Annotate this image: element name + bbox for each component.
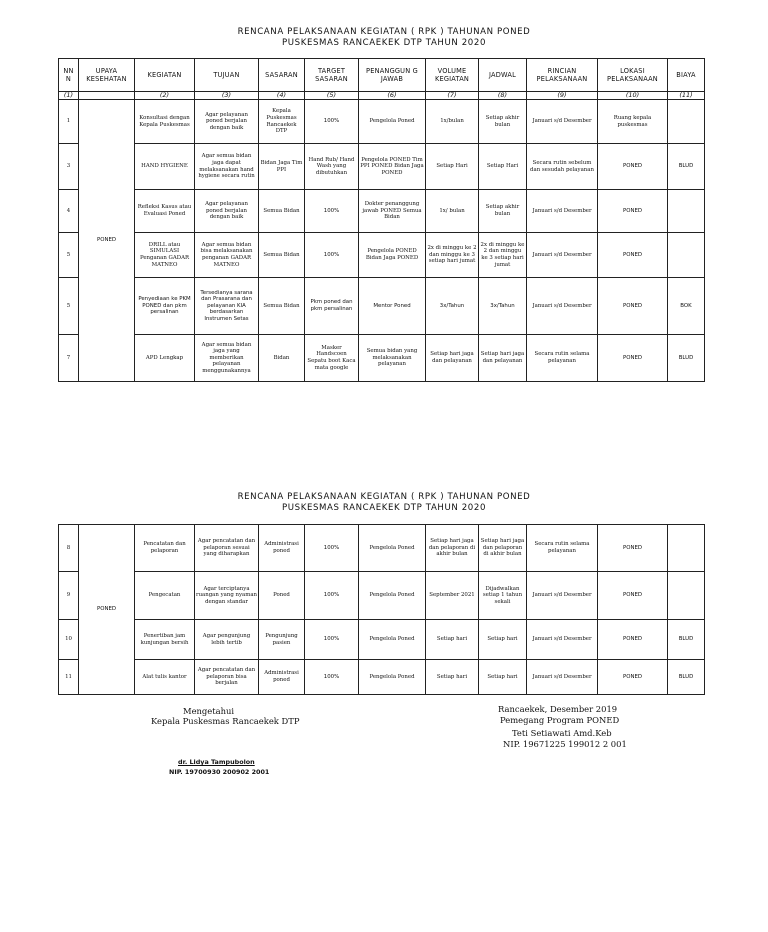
row-volume: Setiap hari [426, 660, 479, 695]
row-jadwal: Setiap hari [479, 660, 527, 695]
row-kegiatan: Penyediaan ke PKM PONED dan pkm persalinan [135, 278, 195, 335]
row-lokasi: PONED [598, 660, 668, 695]
row-biaya: BLUD [668, 660, 705, 695]
header-volume: VOLUME KEGIATAN [426, 59, 479, 92]
row-no: 5 [59, 278, 79, 335]
row-no: 5 [59, 233, 79, 278]
col-num: (1) [59, 92, 79, 100]
row-jadwal: Setiap akhir bulan [479, 100, 527, 144]
row-lokasi: PONED [598, 335, 668, 382]
row-rincian: Secara rutin selama pelayanan [527, 335, 598, 382]
row-target: 100% [305, 620, 359, 660]
row-sasaran: Semua Bidan [259, 190, 305, 233]
row-pj: Pengelola PONED Tim PPI PONED Bidan Jaga PONED [359, 144, 426, 190]
col-num: (3) [195, 92, 259, 100]
signature-right-nip: NIP. 19671225 199012 2 001 [503, 739, 627, 749]
row-tujuan: Agar semua bidan jaga yang memberikan pelayanan menggunakannya [195, 335, 259, 382]
row-biaya: BOK [668, 278, 705, 335]
header-row [59, 59, 705, 92]
row-pj: Pengelola Poned [359, 572, 426, 620]
row-jadwal: Setiap Hari [479, 144, 527, 190]
row-kegiatan: Konsultasi dengan Kepala Puskesmas [135, 100, 195, 144]
header-biaya: BIAYA [668, 59, 705, 92]
row-target: Pkm poned dan pkm persalinan [305, 278, 359, 335]
header-no: NN N [59, 59, 79, 92]
row-tujuan: Tersedianya sarana dan Prasarana dan pelayanan KIA berdasarkan Instrumen Setas [195, 278, 259, 335]
row-pj: Mentor Poned [359, 278, 426, 335]
row-target: 100% [305, 660, 359, 695]
doc-title-line1-page2: RENCANA PELAKSANAAN KEGIATAN ( RPK ) TAHUNAN PONED [237, 492, 531, 502]
row-no: 3 [59, 144, 79, 190]
row-rincian: Januari s/d Desember [527, 620, 598, 660]
row-lokasi: PONED [598, 525, 668, 572]
row-rincian: Januari s/d Desember [527, 233, 598, 278]
row-pj: Pengelola Poned [359, 620, 426, 660]
upaya-cell: PONED [79, 525, 135, 695]
row-tujuan: Agar terciptanya ruangan yang nyaman dengan standar [195, 572, 259, 620]
row-tujuan: Agar pencatatan dan pelaporan sesuai yang diharapkan [195, 525, 259, 572]
col-num: (7) [426, 92, 479, 100]
rpk-table-page1 [58, 58, 705, 382]
row-tujuan: Agar pelayanan poned berjalan dengan baik [195, 100, 259, 144]
row-sasaran: Administrasi poned [259, 660, 305, 695]
table-row [59, 233, 705, 278]
row-sasaran: Semua Bidan [259, 278, 305, 335]
row-kegiatan: Penertiban jam kunjungan bersih [135, 620, 195, 660]
row-tujuan: Agar semua bidan jaga dapat melaksanakan hand hygiene secara rutin [195, 144, 259, 190]
col-num: (2) [135, 92, 195, 100]
row-no: 10 [59, 620, 79, 660]
row-biaya [668, 100, 705, 144]
row-no: 1 [59, 100, 79, 144]
header-jadwal: JADWAL [479, 59, 527, 92]
row-target: 100% [305, 190, 359, 233]
row-biaya: BLUD [668, 620, 705, 660]
row-pj: Pengelola Poned [359, 660, 426, 695]
row-rincian: Januari s/d Desember [527, 278, 598, 335]
header-sasaran: SASARAN [259, 59, 305, 92]
table-row [59, 660, 705, 695]
row-jadwal: 3x/Tahun [479, 278, 527, 335]
row-kegiatan: Alat tulis kantor [135, 660, 195, 695]
col-num: (8) [479, 92, 527, 100]
row-biaya [668, 572, 705, 620]
table-row [59, 620, 705, 660]
row-volume: Setiap Hari [426, 144, 479, 190]
table-row [59, 335, 705, 382]
signature-right-title: Pemegang Program PONED [500, 715, 620, 725]
row-kegiatan: Refleksi Kasus atau Evaluasi Poned [135, 190, 195, 233]
row-pj: Dokter penanggung jawab PONED Semua Bidan [359, 190, 426, 233]
row-sasaran: Bidan [259, 335, 305, 382]
row-kegiatan: APD Lengkap [135, 335, 195, 382]
row-volume: 1x/ bulan [426, 190, 479, 233]
header-kegiatan: KEGIATAN [135, 59, 195, 92]
row-jadwal: Dijadwalkan setiap 1 tahun sekali [479, 572, 527, 620]
row-rincian: Januari s/d Desember [527, 572, 598, 620]
row-biaya: BLUD [668, 335, 705, 382]
row-kegiatan: Pengecatan [135, 572, 195, 620]
row-no: 8 [59, 525, 79, 572]
row-biaya [668, 233, 705, 278]
row-volume: 1x/bulan [426, 100, 479, 144]
upaya-cell: PONED [79, 100, 135, 382]
table-row [59, 572, 705, 620]
row-rincian: Januari s/d Desember [527, 100, 598, 144]
header-lokasi: LOKASI PELAKSANAAN [598, 59, 668, 92]
row-jadwal: Setiap akhir bulan [479, 190, 527, 233]
row-volume: Setiap hari jaga dan pelaporan di akhir bulan [426, 525, 479, 572]
row-biaya [668, 190, 705, 233]
row-sasaran: Administrasi poned [259, 525, 305, 572]
col-num-blank [79, 92, 135, 100]
col-num: (5) [305, 92, 359, 100]
column-number-row [59, 92, 705, 100]
rpk-table-page2 [58, 524, 705, 695]
row-sasaran: Bidan Jaga Tim PPI [259, 144, 305, 190]
table-row [59, 144, 705, 190]
row-sasaran: Pengunjung pasien [259, 620, 305, 660]
row-no: 7 [59, 335, 79, 382]
row-kegiatan: DRILL atau SIMULASI Penganan GADAR MATNEO [135, 233, 195, 278]
row-rincian: Januari s/d Desember [527, 660, 598, 695]
row-no: 11 [59, 660, 79, 695]
row-sasaran: Kepala Puskesmas Rancaekek DTP [259, 100, 305, 144]
col-num: (10) [598, 92, 668, 100]
col-num: (4) [259, 92, 305, 100]
row-tujuan: Agar pelayanan poned berjalan dengan baik [195, 190, 259, 233]
signature-left-heading: Mengetahui [183, 706, 235, 716]
doc-title-line2-page1: PUSKESMAS RANCAEKEK DTP TAHUN 2020 [281, 38, 487, 48]
row-rincian: Januari s/d Desember [527, 190, 598, 233]
row-target: 100% [305, 100, 359, 144]
row-sasaran: Semua Bidan [259, 233, 305, 278]
row-volume: September 2021 [426, 572, 479, 620]
row-lokasi: PONED [598, 620, 668, 660]
row-volume: Setiap hari [426, 620, 479, 660]
row-pj: Pengelola Poned [359, 525, 426, 572]
row-biaya [668, 525, 705, 572]
row-pj: Pengelola Poned [359, 100, 426, 144]
row-biaya: BLUD [668, 144, 705, 190]
header-target: TARGET SASARAN [305, 59, 359, 92]
row-lokasi: Ruang kepala puskesmas [598, 100, 668, 144]
row-no: 9 [59, 572, 79, 620]
row-jadwal: Setiap hari jaga dan pelayanan [479, 335, 527, 382]
row-kegiatan: HAND HYGIENE [135, 144, 195, 190]
row-jadwal: Setiap hari jaga dan pelaporan di akhir bulan [479, 525, 527, 572]
row-pj: Semua bidan yang melaksanakan pelayanan [359, 335, 426, 382]
row-jadwal: Setiap hari [479, 620, 527, 660]
table-row [59, 525, 705, 572]
row-tujuan: Agar pengunjung lebih tertib [195, 620, 259, 660]
table-row [59, 190, 705, 233]
header-upaya: UPAYA KESEHATAN [79, 59, 135, 92]
signature-right-name: Teti Setiawati Amd.Keb [512, 728, 612, 738]
header-pj: PENANGGUN G JAWAB [359, 59, 426, 92]
row-sasaran: Poned [259, 572, 305, 620]
row-lokasi: PONED [598, 572, 668, 620]
row-tujuan: Agar semua bidan bisa melaksanakan penganan GADAR MATNEO [195, 233, 259, 278]
row-jadwal: 2x di minggu ke 2 dan minggu ke 3 setiap hari jumat [479, 233, 527, 278]
signature-left-name: dr. Lidya Tampubolon [178, 758, 255, 766]
row-rincian: Secara rutin sebelum dan sesudah pelayanan [527, 144, 598, 190]
row-target: 100% [305, 233, 359, 278]
row-pj: Pengelola PONED Bidan Jaga PONED [359, 233, 426, 278]
row-lokasi: PONED [598, 233, 668, 278]
doc-title-line1-page1: RENCANA PELAKSANAAN KEGIATAN ( RPK ) TAHUNAN PONED [237, 27, 531, 37]
row-volume: 3x/Tahun [426, 278, 479, 335]
row-tujuan: Agar pencatatan dan pelaporan bisa berjalan [195, 660, 259, 695]
row-lokasi: PONED [598, 144, 668, 190]
col-num: (6) [359, 92, 426, 100]
doc-title-line2-page2: PUSKESMAS RANCAEKEK DTP TAHUN 2020 [281, 503, 487, 513]
signature-left-nip: NIP. 19700930 200902 2001 [169, 768, 270, 776]
signature-left-title: Kepala Puskesmas Rancaekek DTP [151, 716, 300, 726]
row-lokasi: PONED [598, 190, 668, 233]
row-volume: Setiap hari jaga dan pelayanan [426, 335, 479, 382]
row-kegiatan: Pencatatan dan pelaporan [135, 525, 195, 572]
row-target: Masker Handscoen Sepatu boot Kaca mata google [305, 335, 359, 382]
row-rincian: Secara rutin selama pelayanan [527, 525, 598, 572]
table-row [59, 100, 705, 144]
row-target: Hand Rub/ Hand Wash yang dibutuhkan [305, 144, 359, 190]
header-rincian: RINCIAN PELAKSANAAN [527, 59, 598, 92]
row-volume: 2x di minggu ke 2 dan minggu ke 3 setiap hari jumat [426, 233, 479, 278]
table-row [59, 278, 705, 335]
signature-right-place-date: Rancaekek, Desember 2019 [498, 704, 618, 714]
header-tujuan: TUJUAN [195, 59, 259, 92]
row-lokasi: PONED [598, 278, 668, 335]
row-no: 4 [59, 190, 79, 233]
col-num: (9) [527, 92, 598, 100]
row-target: 100% [305, 525, 359, 572]
row-target: 100% [305, 572, 359, 620]
col-num: (11) [668, 92, 705, 100]
